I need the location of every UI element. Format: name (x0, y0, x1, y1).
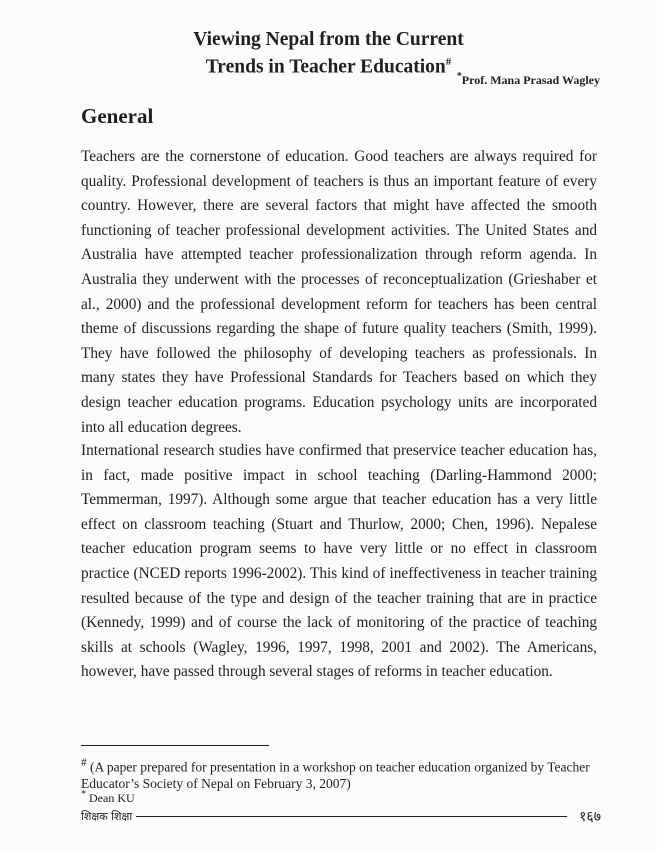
footnote-rule (81, 745, 269, 746)
journal-name: शिक्षक शिक्षा (81, 810, 133, 823)
footer-rule (136, 816, 567, 817)
footnote-2 (81, 787, 597, 806)
page-number: १६७ (579, 809, 601, 825)
footnote-2-text: Dean KU (86, 791, 135, 805)
author-name: Prof. Mana Prasad Wagley (461, 73, 600, 87)
title-line-2: Trends in Teacher Education (205, 56, 446, 78)
footnote-1-text: (A paper prepared for presentation in a workshop on teacher education organized by Teacher Educator’s Society of Nepal on February 3, 2007) (81, 759, 590, 791)
body-paragraph-1: Teachers are the cornerstone of education. Good teachers are always required for quality. Professional development of teachers is thus an important feature of every country. However, there are several factors that might have affected the smooth functioning of teacher professional development activities. The United States and Australia have attempted teacher professionalization through reform agenda. In Australia they underwent with the processes of reconceptualization (Grieshaber et al., 2000) and the professional development reform for teachers has been central theme of discussions regarding the shape of future quality teachers (Smith, 1999). They have followed the philosophy of developing teachers as professionals. In many states they have Professional Standards for Teachers based on which they design teacher education programs. Education psychology units are incorporated into all education degrees. (81, 148, 597, 436)
page-footer (81, 807, 601, 826)
author-line (457, 71, 600, 88)
body-paragraph-2: International research studies have confirmed that preservice teacher education has, in fact, made positive impact in school teaching (Darling-Hammond 2000; Temmerman, 1997). Although some argue that teacher education has a very little effect on classroom teaching (Stuart and Thurlow, 2000; Chen, 1996). Nepalese teacher education program seems to have very little or no effect in classroom practice (NCED reports 1996-2002). This kind of ineffectiveness in teacher training resulted because of the type and design of the teacher training that are in practice (Kennedy, 1999) and of course the lack of monitoring of the practice of teaching skills at schools (Wagley, 1996, 1997, 1998, 2001 and 2002). The Americans, however, have passed through several stages of reforms in teacher education. (81, 442, 597, 681)
footnote-2-mark: * (81, 789, 86, 800)
footnote-1-mark: # (81, 757, 87, 769)
section-heading: General (81, 104, 154, 128)
title-line-1: Viewing Nepal from the Current (193, 29, 464, 50)
author-footnote-mark: * (456, 71, 462, 82)
title-footnote-mark: # (445, 56, 452, 68)
